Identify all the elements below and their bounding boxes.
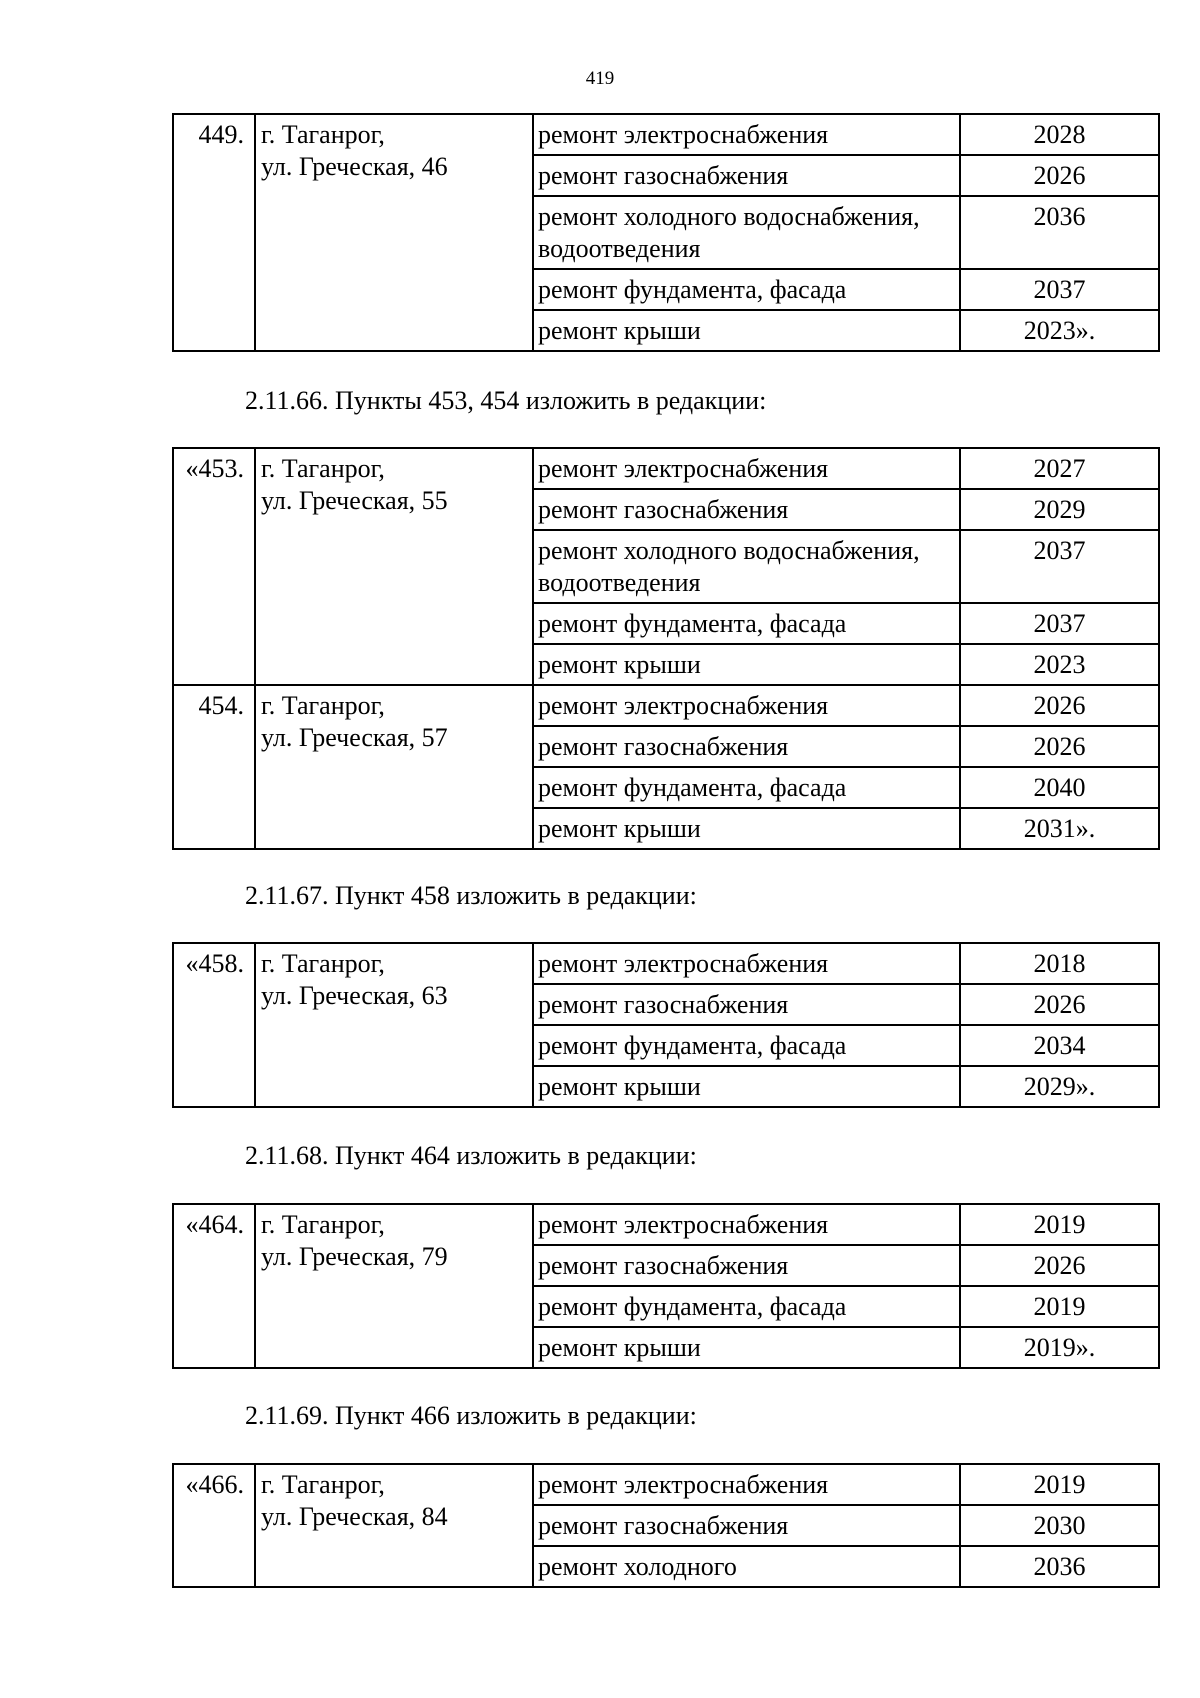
work-type: ремонт фундамента, фасада bbox=[533, 1286, 960, 1327]
address-street: ул. Греческая, 57 bbox=[261, 723, 448, 752]
work-year: 2036 bbox=[960, 196, 1159, 269]
work-type: ремонт газоснабжения bbox=[533, 1505, 960, 1546]
address-cell bbox=[255, 1464, 533, 1587]
work-type: ремонт холодного водоснабжения, водоотведения bbox=[533, 530, 960, 603]
table-row bbox=[173, 1204, 1159, 1245]
work-year: 2023». bbox=[960, 310, 1159, 351]
address-street: ул. Греческая, 55 bbox=[261, 486, 448, 515]
work-type: ремонт электроснабжения bbox=[533, 448, 960, 489]
work-type: ремонт крыши bbox=[533, 808, 960, 849]
work-year: 2026 bbox=[960, 685, 1159, 726]
instruction-2-11-66: 2.11.66. Пункты 453, 454 изложить в редакции: bbox=[245, 386, 767, 415]
instruction-2-11-68: 2.11.68. Пункт 464 изложить в редакции: bbox=[245, 1141, 697, 1170]
item-number: «466. bbox=[173, 1464, 255, 1587]
work-year: 2019». bbox=[960, 1327, 1159, 1368]
address-city: г. Таганрог, bbox=[261, 949, 385, 978]
work-year: 2019 bbox=[960, 1204, 1159, 1245]
address-city: г. Таганрог, bbox=[261, 120, 385, 149]
table-items-453-454 bbox=[172, 447, 1160, 850]
work-year: 2019 bbox=[960, 1286, 1159, 1327]
work-type: ремонт газоснабжения bbox=[533, 726, 960, 767]
work-year: 2037 bbox=[960, 269, 1159, 310]
address-city: г. Таганрог, bbox=[261, 454, 385, 483]
work-type: ремонт фундамента, фасада bbox=[533, 767, 960, 808]
work-type: ремонт крыши bbox=[533, 1066, 960, 1107]
work-type: ремонт электроснабжения bbox=[533, 1204, 960, 1245]
work-year: 2027 bbox=[960, 448, 1159, 489]
work-year: 2026 bbox=[960, 984, 1159, 1025]
table-row bbox=[173, 1464, 1159, 1505]
instruction-2-11-69: 2.11.69. Пункт 466 изложить в редакции: bbox=[245, 1401, 697, 1430]
work-type: ремонт газоснабжения bbox=[533, 984, 960, 1025]
table-row bbox=[173, 685, 1159, 726]
table-item-464 bbox=[172, 1203, 1160, 1369]
work-year: 2036 bbox=[960, 1546, 1159, 1587]
address-street: ул. Греческая, 63 bbox=[261, 981, 448, 1010]
work-year: 2040 bbox=[960, 767, 1159, 808]
address-street: ул. Греческая, 84 bbox=[261, 1502, 448, 1531]
address-street: ул. Греческая, 46 bbox=[261, 152, 448, 181]
work-year: 2031». bbox=[960, 808, 1159, 849]
work-year: 2029 bbox=[960, 489, 1159, 530]
address-cell bbox=[255, 114, 533, 351]
address-city: г. Таганрог, bbox=[261, 1210, 385, 1239]
work-type: ремонт электроснабжения bbox=[533, 1464, 960, 1505]
work-type: ремонт электроснабжения bbox=[533, 943, 960, 984]
work-type: ремонт фундамента, фасада bbox=[533, 1025, 960, 1066]
work-type: ремонт холодного водоснабжения, водоотведения bbox=[533, 196, 960, 269]
address-cell bbox=[255, 943, 533, 1107]
work-type: ремонт фундамента, фасада bbox=[533, 269, 960, 310]
item-number: 454. bbox=[173, 685, 255, 849]
work-type: ремонт электроснабжения bbox=[533, 685, 960, 726]
work-year: 2026 bbox=[960, 726, 1159, 767]
table-item-466 bbox=[172, 1463, 1160, 1588]
work-year: 2019 bbox=[960, 1464, 1159, 1505]
address-city: г. Таганрог, bbox=[261, 691, 385, 720]
work-type: ремонт газоснабжения bbox=[533, 155, 960, 196]
work-year: 2026 bbox=[960, 1245, 1159, 1286]
work-type: ремонт электроснабжения bbox=[533, 114, 960, 155]
address-cell bbox=[255, 448, 533, 685]
work-type: ремонт газоснабжения bbox=[533, 489, 960, 530]
work-year: 2037 bbox=[960, 530, 1159, 603]
table-row bbox=[173, 114, 1159, 155]
work-type: ремонт крыши bbox=[533, 644, 960, 685]
item-number: «458. bbox=[173, 943, 255, 1107]
work-type: ремонт крыши bbox=[533, 310, 960, 351]
work-type: ремонт крыши bbox=[533, 1327, 960, 1368]
table-row bbox=[173, 448, 1159, 489]
work-year: 2018 bbox=[960, 943, 1159, 984]
table-item-458 bbox=[172, 942, 1160, 1108]
work-year: 2026 bbox=[960, 155, 1159, 196]
item-number: 449. bbox=[173, 114, 255, 351]
work-year: 2030 bbox=[960, 1505, 1159, 1546]
work-year: 2028 bbox=[960, 114, 1159, 155]
table-item-449 bbox=[172, 113, 1160, 352]
address-city: г. Таганрог, bbox=[261, 1470, 385, 1499]
work-type: ремонт фундамента, фасада bbox=[533, 603, 960, 644]
address-cell bbox=[255, 685, 533, 849]
table-row bbox=[173, 943, 1159, 984]
page-number: 419 bbox=[585, 68, 615, 89]
work-type: ремонт холодного bbox=[533, 1546, 960, 1587]
work-year: 2037 bbox=[960, 603, 1159, 644]
instruction-2-11-67: 2.11.67. Пункт 458 изложить в редакции: bbox=[245, 881, 697, 910]
item-number: «464. bbox=[173, 1204, 255, 1368]
address-street: ул. Греческая, 79 bbox=[261, 1242, 448, 1271]
work-year: 2034 bbox=[960, 1025, 1159, 1066]
work-year: 2023 bbox=[960, 644, 1159, 685]
item-number: «453. bbox=[173, 448, 255, 685]
work-year: 2029». bbox=[960, 1066, 1159, 1107]
work-type: ремонт газоснабжения bbox=[533, 1245, 960, 1286]
address-cell bbox=[255, 1204, 533, 1368]
